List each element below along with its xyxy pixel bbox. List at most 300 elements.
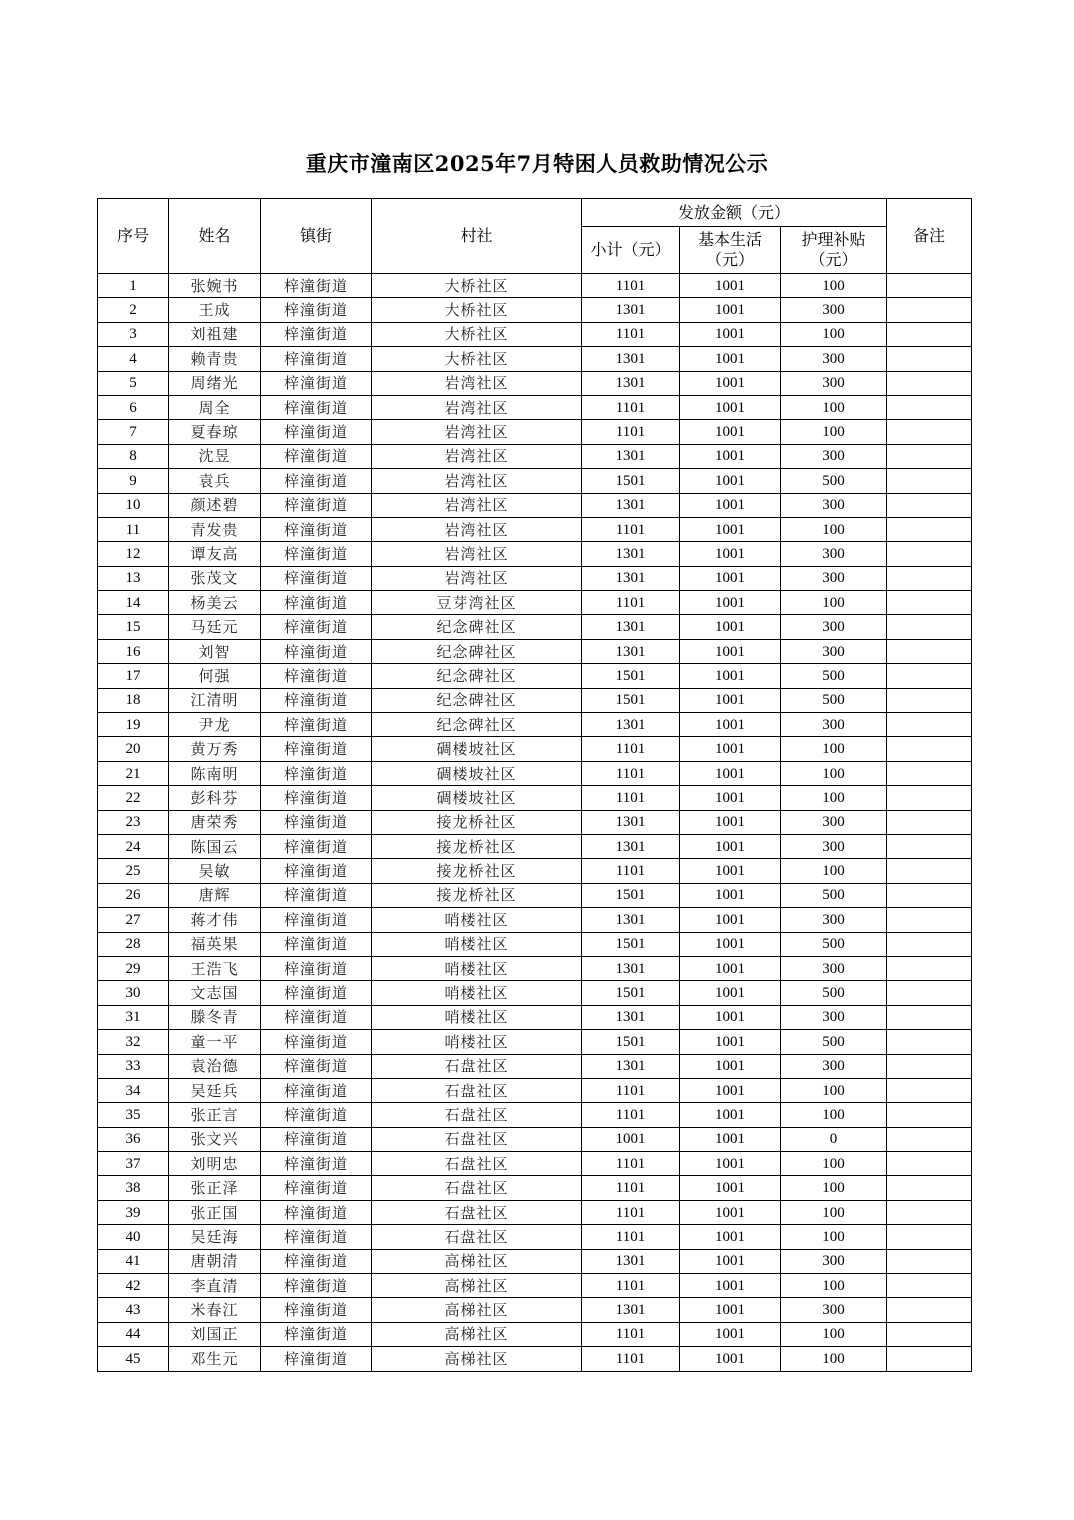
cell-village: 岩湾社区 <box>372 542 582 566</box>
cell-basic: 1001 <box>680 1322 781 1346</box>
cell-village: 接龙桥社区 <box>372 883 582 907</box>
cell-town: 梓潼街道 <box>261 1152 372 1176</box>
cell-village: 高梯社区 <box>372 1249 582 1273</box>
cell-index: 2 <box>98 298 169 322</box>
table-row <box>98 444 972 468</box>
table-row <box>98 1127 972 1151</box>
cell-subtotal: 1101 <box>582 1078 680 1102</box>
cell-town: 梓潼街道 <box>261 883 372 907</box>
cell-index: 21 <box>98 761 169 785</box>
header-town: 镇街 <box>261 199 372 274</box>
cell-name: 刘明忠 <box>169 1152 261 1176</box>
cell-remark <box>887 469 972 493</box>
cell-remark <box>887 1347 972 1371</box>
table-row <box>98 883 972 907</box>
cell-care: 500 <box>781 664 887 688</box>
cell-subtotal: 1101 <box>582 1200 680 1224</box>
cell-remark <box>887 932 972 956</box>
cell-care: 300 <box>781 615 887 639</box>
cell-name: 吴敏 <box>169 859 261 883</box>
cell-basic: 1001 <box>680 517 781 541</box>
cell-subtotal: 1101 <box>582 786 680 810</box>
table-row <box>98 639 972 663</box>
cell-village: 大桥社区 <box>372 274 582 298</box>
cell-basic: 1001 <box>680 371 781 395</box>
cell-name: 何强 <box>169 664 261 688</box>
cell-subtotal: 1301 <box>582 1249 680 1273</box>
cell-index: 14 <box>98 591 169 615</box>
cell-town: 梓潼街道 <box>261 908 372 932</box>
cell-care: 300 <box>781 1005 887 1029</box>
cell-village: 哨楼社区 <box>372 1005 582 1029</box>
cell-town: 梓潼街道 <box>261 1176 372 1200</box>
header-name: 姓名 <box>169 199 261 274</box>
cell-subtotal: 1101 <box>582 1225 680 1249</box>
page-title: 重庆市潼南区2025年7月特困人员救助情况公示 <box>305 151 769 176</box>
cell-remark <box>887 859 972 883</box>
cell-remark <box>887 1152 972 1176</box>
cell-basic: 1001 <box>680 542 781 566</box>
cell-town: 梓潼街道 <box>261 1005 372 1029</box>
cell-subtotal: 1501 <box>582 1030 680 1054</box>
cell-basic: 1001 <box>680 761 781 785</box>
cell-index: 41 <box>98 1249 169 1273</box>
cell-name: 张文兴 <box>169 1127 261 1151</box>
cell-subtotal: 1101 <box>582 420 680 444</box>
cell-care: 100 <box>781 395 887 419</box>
cell-subtotal: 1101 <box>582 1152 680 1176</box>
cell-care: 300 <box>781 956 887 980</box>
cell-subtotal: 1301 <box>582 713 680 737</box>
cell-care: 300 <box>781 371 887 395</box>
cell-index: 38 <box>98 1176 169 1200</box>
cell-basic: 1001 <box>680 615 781 639</box>
cell-town: 梓潼街道 <box>261 1225 372 1249</box>
cell-remark <box>887 517 972 541</box>
header-care-subsidy <box>781 227 887 274</box>
cell-index: 17 <box>98 664 169 688</box>
cell-care: 300 <box>781 493 887 517</box>
cell-basic: 1001 <box>680 859 781 883</box>
cell-basic: 1001 <box>680 713 781 737</box>
table-row <box>98 298 972 322</box>
cell-basic: 1001 <box>680 1298 781 1322</box>
cell-town: 梓潼街道 <box>261 834 372 858</box>
cell-town: 梓潼街道 <box>261 298 372 322</box>
cell-village: 岩湾社区 <box>372 469 582 493</box>
cell-town: 梓潼街道 <box>261 1054 372 1078</box>
cell-subtotal: 1101 <box>582 859 680 883</box>
cell-village: 石盘社区 <box>372 1152 582 1176</box>
cell-basic: 1001 <box>680 1225 781 1249</box>
cell-subtotal: 1301 <box>582 1054 680 1078</box>
cell-index: 13 <box>98 566 169 590</box>
cell-remark <box>887 420 972 444</box>
cell-town: 梓潼街道 <box>261 810 372 834</box>
table-row <box>98 371 972 395</box>
cell-town: 梓潼街道 <box>261 1274 372 1298</box>
cell-subtotal: 1101 <box>582 517 680 541</box>
cell-subtotal: 1501 <box>582 981 680 1005</box>
cell-basic: 1001 <box>680 1005 781 1029</box>
table-row <box>98 1030 972 1054</box>
cell-town: 梓潼街道 <box>261 737 372 761</box>
cell-subtotal: 1101 <box>582 591 680 615</box>
table-row <box>98 1225 972 1249</box>
table-row <box>98 956 972 980</box>
cell-subtotal: 1101 <box>582 1103 680 1127</box>
cell-village: 石盘社区 <box>372 1200 582 1224</box>
cell-care: 500 <box>781 932 887 956</box>
table-row <box>98 810 972 834</box>
cell-name: 谭友高 <box>169 542 261 566</box>
cell-village: 大桥社区 <box>372 347 582 371</box>
cell-village: 纪念碑社区 <box>372 688 582 712</box>
cell-name: 袁兵 <box>169 469 261 493</box>
header-basic-line1: 基本生活 <box>697 230 762 249</box>
table-row <box>98 322 972 346</box>
header-subtotal: 小计（元） <box>582 227 680 274</box>
cell-care: 100 <box>781 786 887 810</box>
cell-town: 梓潼街道 <box>261 1078 372 1102</box>
cell-basic: 1001 <box>680 1274 781 1298</box>
cell-care: 300 <box>781 810 887 834</box>
cell-remark <box>887 615 972 639</box>
cell-town: 梓潼街道 <box>261 981 372 1005</box>
cell-index: 11 <box>98 517 169 541</box>
cell-name: 童一平 <box>169 1030 261 1054</box>
cell-name: 张茂文 <box>169 566 261 590</box>
cell-care: 300 <box>781 566 887 590</box>
table-row <box>98 908 972 932</box>
cell-care: 100 <box>781 1322 887 1346</box>
cell-index: 5 <box>98 371 169 395</box>
table-row <box>98 1347 972 1371</box>
cell-town: 梓潼街道 <box>261 1030 372 1054</box>
cell-care: 300 <box>781 347 887 371</box>
cell-remark <box>887 956 972 980</box>
cell-remark <box>887 395 972 419</box>
cell-care: 300 <box>781 1298 887 1322</box>
cell-remark <box>887 1078 972 1102</box>
cell-index: 25 <box>98 859 169 883</box>
cell-index: 37 <box>98 1152 169 1176</box>
cell-care: 300 <box>781 834 887 858</box>
cell-basic: 1001 <box>680 1200 781 1224</box>
cell-subtotal: 1301 <box>582 347 680 371</box>
cell-care: 0 <box>781 1127 887 1151</box>
cell-index: 43 <box>98 1298 169 1322</box>
cell-village: 大桥社区 <box>372 322 582 346</box>
cell-care: 100 <box>781 1078 887 1102</box>
table-row <box>98 932 972 956</box>
cell-care: 100 <box>781 591 887 615</box>
cell-town: 梓潼街道 <box>261 1322 372 1346</box>
cell-basic: 1001 <box>680 932 781 956</box>
cell-name: 刘祖建 <box>169 322 261 346</box>
cell-name: 吴廷海 <box>169 1225 261 1249</box>
cell-name: 沈昱 <box>169 444 261 468</box>
cell-index: 3 <box>98 322 169 346</box>
cell-subtotal: 1501 <box>582 883 680 907</box>
cell-village: 纪念碑社区 <box>372 664 582 688</box>
cell-remark <box>887 737 972 761</box>
cell-name: 王浩飞 <box>169 956 261 980</box>
table-row <box>98 786 972 810</box>
cell-index: 44 <box>98 1322 169 1346</box>
cell-village: 纪念碑社区 <box>372 639 582 663</box>
cell-basic: 1001 <box>680 444 781 468</box>
cell-village: 石盘社区 <box>372 1127 582 1151</box>
cell-remark <box>887 371 972 395</box>
cell-town: 梓潼街道 <box>261 859 372 883</box>
cell-care: 300 <box>781 444 887 468</box>
cell-village: 接龙桥社区 <box>372 834 582 858</box>
cell-remark <box>887 834 972 858</box>
cell-village: 接龙桥社区 <box>372 810 582 834</box>
cell-village: 碉楼坡社区 <box>372 737 582 761</box>
cell-care: 100 <box>781 859 887 883</box>
cell-name: 米春江 <box>169 1298 261 1322</box>
header-basic-line2: （元） <box>705 250 754 269</box>
cell-basic: 1001 <box>680 322 781 346</box>
cell-town: 梓潼街道 <box>261 1298 372 1322</box>
cell-index: 19 <box>98 713 169 737</box>
cell-index: 6 <box>98 395 169 419</box>
cell-remark <box>887 444 972 468</box>
header-amount-group: 发放金额（元） <box>582 199 887 227</box>
cell-subtotal: 1301 <box>582 371 680 395</box>
cell-name: 颜述碧 <box>169 493 261 517</box>
cell-remark <box>887 688 972 712</box>
cell-subtotal: 1101 <box>582 761 680 785</box>
cell-subtotal: 1301 <box>582 810 680 834</box>
cell-index: 16 <box>98 639 169 663</box>
cell-remark <box>887 1054 972 1078</box>
header-index: 序号 <box>98 199 169 274</box>
cell-town: 梓潼街道 <box>261 542 372 566</box>
header-basic-living <box>680 227 781 274</box>
cell-village: 岩湾社区 <box>372 371 582 395</box>
table-row <box>98 566 972 590</box>
cell-remark <box>887 322 972 346</box>
table-row <box>98 664 972 688</box>
cell-basic: 1001 <box>680 1054 781 1078</box>
cell-basic: 1001 <box>680 688 781 712</box>
cell-care: 500 <box>781 981 887 1005</box>
cell-name: 赖青贵 <box>169 347 261 371</box>
cell-index: 10 <box>98 493 169 517</box>
table-body <box>98 274 972 1372</box>
cell-subtotal: 1301 <box>582 615 680 639</box>
cell-town: 梓潼街道 <box>261 444 372 468</box>
cell-remark <box>887 347 972 371</box>
cell-remark <box>887 1200 972 1224</box>
cell-remark <box>887 1005 972 1029</box>
cell-index: 7 <box>98 420 169 444</box>
cell-town: 梓潼街道 <box>261 1127 372 1151</box>
cell-village: 碉楼坡社区 <box>372 761 582 785</box>
cell-remark <box>887 883 972 907</box>
cell-care: 100 <box>781 1200 887 1224</box>
table-row <box>98 542 972 566</box>
header-care-line1: 护理补贴 <box>801 230 866 249</box>
cell-village: 哨楼社区 <box>372 908 582 932</box>
cell-name: 尹龙 <box>169 713 261 737</box>
cell-village: 石盘社区 <box>372 1078 582 1102</box>
table-header <box>98 199 972 274</box>
cell-village: 高梯社区 <box>372 1322 582 1346</box>
cell-basic: 1001 <box>680 1127 781 1151</box>
cell-subtotal: 1301 <box>582 639 680 663</box>
table-row <box>98 1322 972 1346</box>
table-row <box>98 1005 972 1029</box>
cell-index: 23 <box>98 810 169 834</box>
table-row <box>98 1274 972 1298</box>
cell-name: 刘国正 <box>169 1322 261 1346</box>
table-row <box>98 591 972 615</box>
cell-index: 1 <box>98 274 169 298</box>
cell-name: 刘智 <box>169 639 261 663</box>
cell-basic: 1001 <box>680 395 781 419</box>
cell-town: 梓潼街道 <box>261 566 372 590</box>
table-row <box>98 737 972 761</box>
cell-town: 梓潼街道 <box>261 1103 372 1127</box>
cell-subtotal: 1001 <box>582 1127 680 1151</box>
table-row <box>98 469 972 493</box>
cell-basic: 1001 <box>680 469 781 493</box>
cell-subtotal: 1101 <box>582 1274 680 1298</box>
cell-basic: 1001 <box>680 1249 781 1273</box>
cell-name: 吴廷兵 <box>169 1078 261 1102</box>
cell-village: 岩湾社区 <box>372 444 582 468</box>
cell-care: 100 <box>781 737 887 761</box>
cell-remark <box>887 566 972 590</box>
cell-basic: 1001 <box>680 420 781 444</box>
cell-index: 35 <box>98 1103 169 1127</box>
cell-name: 邓生元 <box>169 1347 261 1371</box>
cell-village: 哨楼社区 <box>372 1030 582 1054</box>
cell-index: 28 <box>98 932 169 956</box>
cell-subtotal: 1101 <box>582 1347 680 1371</box>
cell-name: 黄万秀 <box>169 737 261 761</box>
cell-index: 31 <box>98 1005 169 1029</box>
cell-care: 300 <box>781 298 887 322</box>
cell-town: 梓潼街道 <box>261 761 372 785</box>
table-row <box>98 1103 972 1127</box>
table-row <box>98 834 972 858</box>
table-row <box>98 347 972 371</box>
cell-town: 梓潼街道 <box>261 1347 372 1371</box>
cell-town: 梓潼街道 <box>261 395 372 419</box>
cell-basic: 1001 <box>680 810 781 834</box>
cell-village: 高梯社区 <box>372 1274 582 1298</box>
cell-remark <box>887 664 972 688</box>
cell-village: 高梯社区 <box>372 1347 582 1371</box>
cell-name: 张正言 <box>169 1103 261 1127</box>
cell-basic: 1001 <box>680 834 781 858</box>
cell-name: 张婉书 <box>169 274 261 298</box>
header-care-line2: （元） <box>809 250 858 269</box>
cell-name: 彭科芬 <box>169 786 261 810</box>
cell-care: 100 <box>781 1225 887 1249</box>
cell-name: 唐辉 <box>169 883 261 907</box>
cell-subtotal: 1301 <box>582 444 680 468</box>
cell-subtotal: 1501 <box>582 688 680 712</box>
cell-care: 500 <box>781 1030 887 1054</box>
cell-care: 100 <box>781 1274 887 1298</box>
cell-basic: 1001 <box>680 1152 781 1176</box>
cell-remark <box>887 981 972 1005</box>
cell-name: 江清明 <box>169 688 261 712</box>
cell-village: 纪念碑社区 <box>372 713 582 737</box>
table-row <box>98 1078 972 1102</box>
cell-index: 12 <box>98 542 169 566</box>
cell-index: 34 <box>98 1078 169 1102</box>
cell-basic: 1001 <box>680 591 781 615</box>
cell-index: 18 <box>98 688 169 712</box>
cell-care: 300 <box>781 639 887 663</box>
cell-name: 夏春琼 <box>169 420 261 444</box>
cell-index: 36 <box>98 1127 169 1151</box>
cell-care: 100 <box>781 761 887 785</box>
cell-basic: 1001 <box>680 566 781 590</box>
table-row <box>98 1176 972 1200</box>
cell-village: 石盘社区 <box>372 1103 582 1127</box>
cell-town: 梓潼街道 <box>261 274 372 298</box>
cell-subtotal: 1301 <box>582 542 680 566</box>
cell-town: 梓潼街道 <box>261 371 372 395</box>
cell-remark <box>887 298 972 322</box>
cell-town: 梓潼街道 <box>261 1200 372 1224</box>
cell-name: 周全 <box>169 395 261 419</box>
cell-index: 27 <box>98 908 169 932</box>
cell-town: 梓潼街道 <box>261 932 372 956</box>
cell-name: 袁治德 <box>169 1054 261 1078</box>
cell-care: 100 <box>781 420 887 444</box>
cell-village: 哨楼社区 <box>372 981 582 1005</box>
cell-basic: 1001 <box>680 298 781 322</box>
cell-subtotal: 1101 <box>582 395 680 419</box>
cell-remark <box>887 810 972 834</box>
cell-name: 周绪光 <box>169 371 261 395</box>
cell-town: 梓潼街道 <box>261 591 372 615</box>
cell-village: 高梯社区 <box>372 1298 582 1322</box>
table-row <box>98 517 972 541</box>
header-village: 村社 <box>372 199 582 274</box>
table-row <box>98 1152 972 1176</box>
cell-index: 8 <box>98 444 169 468</box>
cell-basic: 1001 <box>680 639 781 663</box>
cell-index: 33 <box>98 1054 169 1078</box>
cell-name: 福英果 <box>169 932 261 956</box>
cell-basic: 1001 <box>680 347 781 371</box>
cell-remark <box>887 1030 972 1054</box>
cell-remark <box>887 639 972 663</box>
cell-care: 100 <box>781 1347 887 1371</box>
cell-care: 300 <box>781 1054 887 1078</box>
cell-subtotal: 1101 <box>582 737 680 761</box>
cell-care: 100 <box>781 517 887 541</box>
cell-index: 15 <box>98 615 169 639</box>
cell-basic: 1001 <box>680 1030 781 1054</box>
cell-care: 100 <box>781 1152 887 1176</box>
cell-village: 大桥社区 <box>372 298 582 322</box>
cell-subtotal: 1301 <box>582 298 680 322</box>
table-row <box>98 981 972 1005</box>
cell-remark <box>887 1249 972 1273</box>
cell-basic: 1001 <box>680 1103 781 1127</box>
